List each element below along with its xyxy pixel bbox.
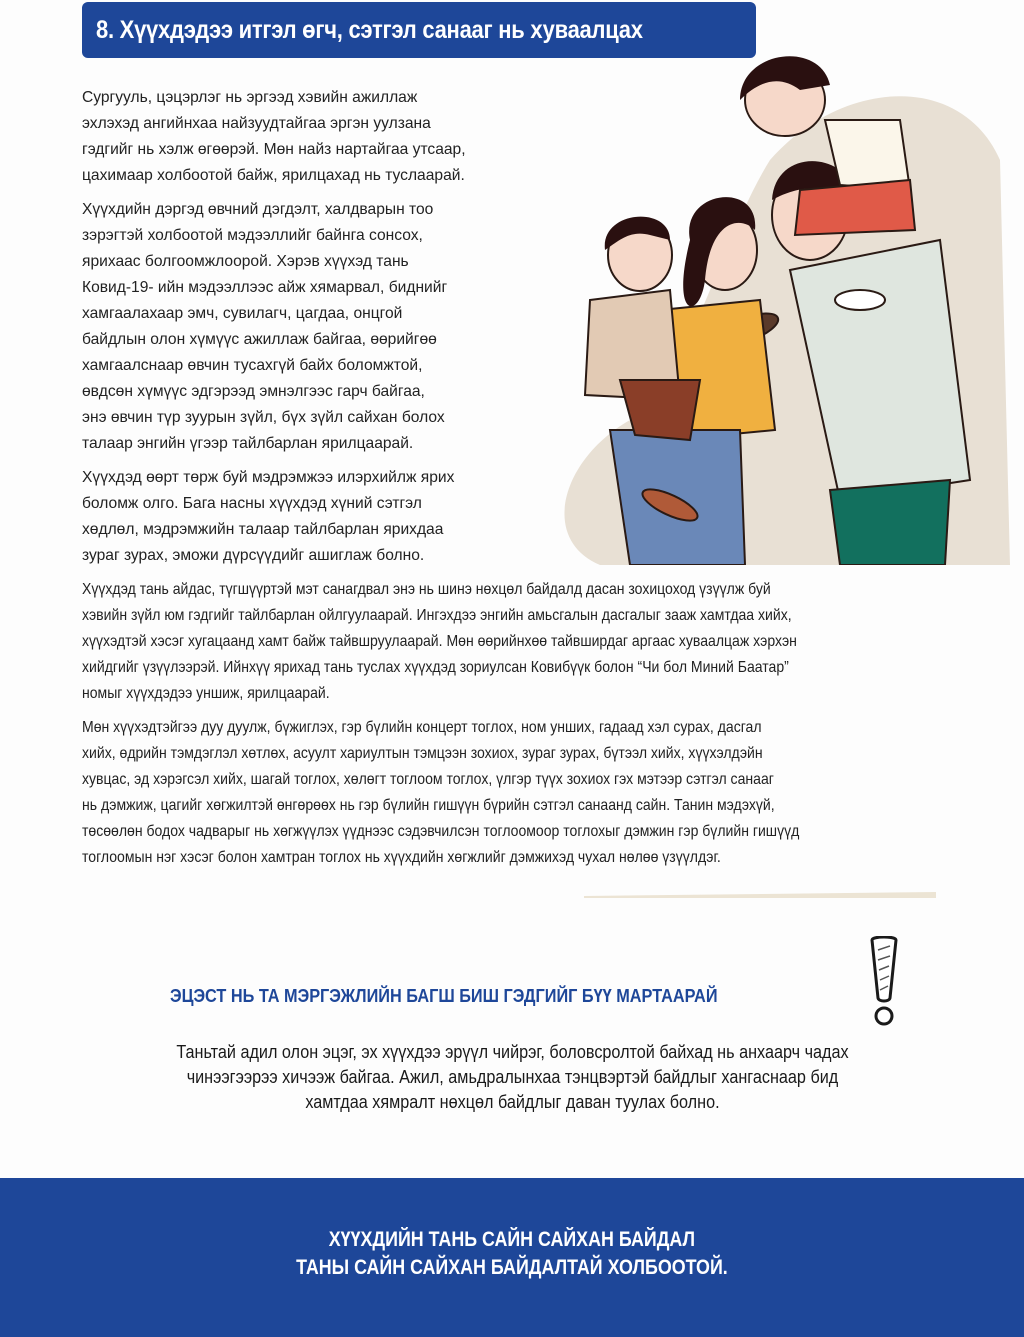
exclamation-icon xyxy=(866,936,902,1028)
reminder-body xyxy=(60,1040,964,1115)
paragraph: Хүүхдэд тань айдас, түгшүүртэй мэт санагдвал энэ нь шинэ нөхцөл байдалд дасан зохицоход үзүүлж буй хэвийн зүйл юм гэдгийг тайлбарлан ойлгуулаарай. Ингэхдээ энгийн амьсгалын дасгалыг зааж хамтдаа хийх, хүүхэдтэй хэсэг хугацаанд хамт байж тайвшруулаарай. Мөн өөрийнхөө тайвширдаг аргаас хуваалцаж хэрхэн хийдгийг үзүүлээрэй. Ийнхүү ярихад тань туслах хүүхдэд зориулсан Ковибүүк болон “Чи бол Миний Баатар” номыг хүүхдэдээ уншиж, ярилцаарай. xyxy=(82,581,797,702)
paragraph: Хүүхдийн дэргэд өвчний дэгдэлт, халдварын тоо зэрэгтэй холбоотой мэдээллийг байнга сонсох, ярихаас болгоомжлоорой. Хэрэв хүүхэд тань Ковид-19- ийн мэдээллээс айж хямарвал, биднийг хамгаалахаар эмч, сувилагч, цагдаа, онцгой байдлын олон хүмүүс ажиллаж байгаа, өөрийгөө хамгаалснаар өвчин тусахгүй байх боломжтой, өвдсөн хүмүүс эдгэрээд эмнэлгээс гарч байгаа, энэ өвчин түр зуурын зүйл, бүх зүйл сайхан болох талаар энгийн үгээр тайлбарлан ярилцаарай. xyxy=(82,201,448,452)
paragraph: Сургууль, цэцэрлэг нь эргээд хэвийн ажиллаж эхлэхэд ангийнхаа найзуудтайгаа эргэн уулзана гэдгийг нь хэлж өгөөрэй. Мөн найз нартайгаа утсаар, цахимаар холбоотой байж, ярилцахад нь туслаарай. xyxy=(82,89,466,184)
footer-slogan-text: ХҮҮХДИЙН ТАНЬ САЙН САЙХАН БАЙДАЛ ТАНЫ САЙН САЙХАН БАЙДАЛТАЙ ХОЛБООТОЙ. xyxy=(296,1228,728,1279)
paragraph: Мөн хүүхэдтэйгээ дуу дуулж, бүжиглэх, гэр бүлийн концерт тоглох, ном унших, гадаад хэл сурах, дасгал хийх, өдрийн тэмдэглэл хөтлөх, асуулт хариултын тэмцээн зохиох, зураг зурах, бүтээл хийх, хүүхэлдэйн хувцас, эд хэрэгсэл хийх, шагай тоглох, хөлөгт тоглоом тоглох, үлгэр түүх зохиох гэх мэтээр сэтгэл санааг нь дэмжиж, цагийг хөгжилтэй өнгөрөөх нь гэр бүлийн гишүүн бүрийн сэтгэл санаанд сайн. Танин мэдэхүй, төсөөлөн бодох чадварыг нь хөгжүүлэх үүднээс сэдэвчилсэн тоглоомоор тоглохыг дэмжин гэр бүлийн гишүүд тоглоомын нэг хэсэг болон хамтран тоглох нь хүүхдийн хөгжлийг дэмжихэд чухал нөлөө үзүүлдэг. xyxy=(82,719,800,866)
paragraph: Хүүхдэд өөрт төрж буй мэдрэмжээ илэрхийлж ярих боломж олго. Бага насны хүүхдэд хүний сэтгэл хөдлөл, мэдрэмжийн талаар тайлбарлан ярихдаа зураг зурах, эможи дүрсүүдийг ашиглаж болно. xyxy=(82,469,455,564)
reminder-heading: ЭЦЭСТ НЬ ТА МЭРГЭЖЛИЙН БАГШ БИШ ГЭДГИЙГ БҮҮ МАРТААРАЙ xyxy=(170,985,718,1006)
section-title: 8. Хүүхдэдээ итгэл өгч, сэтгэл санааг нь хуваалцах xyxy=(96,15,643,44)
body-section xyxy=(82,577,962,879)
family-illustration xyxy=(540,40,1010,565)
intro-column xyxy=(82,85,522,577)
footer-slogan xyxy=(0,1226,1024,1282)
reminder-body-text: Таньтай адил олон эцэг, эх хүүхдээ эрүүл чийрэг, боловсролтой байхад нь анхаарч чадах чинээгээрээ хичээж байгаа. Ажил, амьдралынхаа тэнцвэртэй байдлыг хангаснаар бид хамтдаа хямралт нөхцөл байдлыг даван туулах болно. xyxy=(175,1042,849,1112)
decorative-divider xyxy=(584,891,939,899)
